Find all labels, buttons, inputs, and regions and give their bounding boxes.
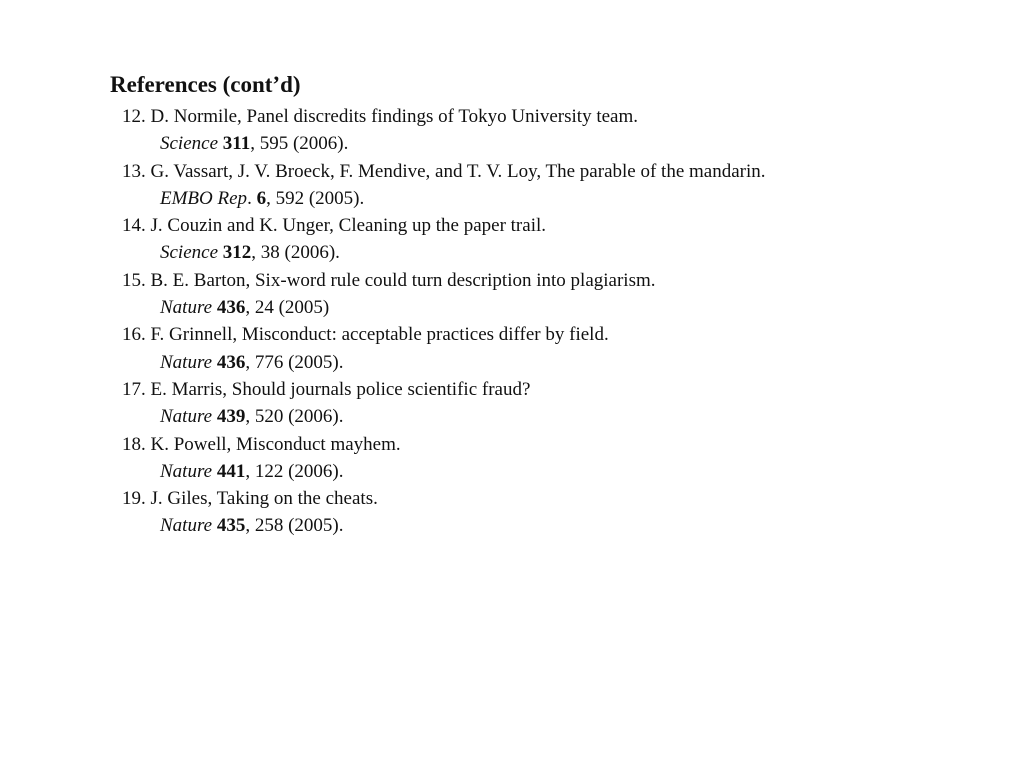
reference-number: 15. (122, 269, 146, 291)
reference-item (122, 485, 1002, 540)
reference-number: 17. (122, 378, 146, 400)
journal-name: Nature (160, 515, 213, 537)
pages-year: , 520 (2006). (245, 406, 344, 428)
reference-item (122, 267, 1002, 322)
reference-text: J. Giles, Taking on the cheats. (150, 488, 378, 510)
volume-number: 6 (256, 187, 267, 209)
reference-text: B. E. Barton, Six-word rule could turn description into plagiarism. (150, 269, 656, 291)
reference-text: K. Powell, Misconduct mayhem. (150, 433, 401, 455)
reference-line (122, 267, 1002, 294)
journal-separator: . (247, 187, 257, 209)
pages-year: , 595 (2006). (250, 133, 349, 155)
journal-name: EMBO Rep (160, 187, 248, 209)
volume-number: 436 (216, 297, 246, 319)
reference-line (122, 431, 1002, 458)
reference-text: F. Grinnell, Misconduct: acceptable practices differ by field. (150, 324, 609, 346)
journal-name: Science (160, 242, 219, 264)
reference-item (122, 158, 1002, 213)
reference-number: 12. (122, 106, 146, 127)
reference-citation (122, 458, 1002, 485)
reference-text: D. Normile, Panel discredits findings of Tokyo University team. (150, 106, 638, 127)
pages-year: , 258 (2005). (245, 515, 344, 537)
reference-item (122, 321, 1002, 376)
pages-year: , 776 (2005). (245, 351, 344, 373)
reference-item (122, 376, 1002, 431)
reference-number: 13. (122, 160, 146, 182)
volume-number: 435 (216, 515, 246, 537)
reference-line (122, 376, 1002, 403)
slide-title: References (cont’d) (110, 72, 301, 97)
reference-list (122, 103, 1002, 540)
reference-line (122, 212, 1002, 239)
reference-citation (122, 512, 1002, 539)
reference-item (122, 212, 1002, 267)
journal-name: Nature (160, 406, 213, 428)
reference-citation (122, 294, 1002, 321)
reference-number: 14. (122, 215, 146, 237)
pages-year: , 38 (2006). (251, 242, 340, 264)
volume-number: 439 (216, 406, 246, 428)
journal-name: Nature (160, 297, 213, 319)
reference-citation (122, 349, 1002, 376)
reference-number: 19. (122, 488, 146, 510)
reference-text: G. Vassart, J. V. Broeck, F. Mendive, and T. V. Loy, The parable of the mandarin. (150, 160, 766, 182)
pages-year: , 122 (2006). (245, 460, 344, 482)
volume-number: 311 (222, 133, 251, 155)
volume-number: 436 (216, 351, 246, 373)
reference-number: 18. (122, 433, 146, 455)
journal-name: Science (160, 133, 219, 155)
reference-item (122, 431, 1002, 486)
journal-name: Nature (160, 460, 213, 482)
reference-text: E. Marris, Should journals police scientific fraud? (150, 378, 531, 400)
reference-text: J. Couzin and K. Unger, Cleaning up the paper trail. (150, 215, 547, 237)
pages-year: , 24 (2005) (245, 297, 330, 319)
reference-line (122, 158, 1002, 185)
reference-citation (122, 130, 1002, 157)
reference-citation (122, 239, 1002, 266)
reference-number: 16. (122, 324, 146, 346)
pages-year: , 592 (2005). (266, 187, 365, 209)
journal-name: Nature (160, 351, 213, 373)
reference-line (122, 485, 1002, 512)
volume-number: 312 (222, 242, 252, 264)
volume-number: 441 (216, 460, 246, 482)
reference-citation (122, 185, 1002, 212)
reference-line (122, 321, 1002, 348)
reference-line (122, 103, 1002, 130)
reference-item (122, 103, 1002, 158)
reference-citation (122, 403, 1002, 430)
